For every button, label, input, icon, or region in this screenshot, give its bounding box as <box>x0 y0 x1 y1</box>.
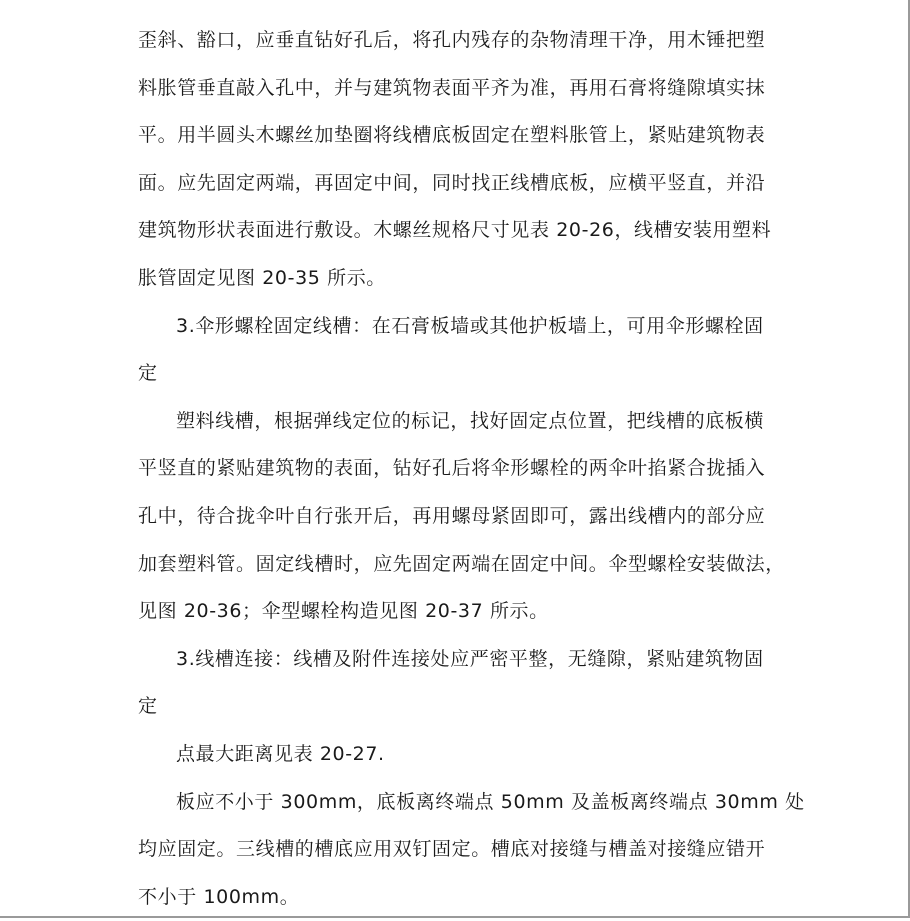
text-line-6: 胀管固定见图 20-35 所示。 <box>138 266 386 289</box>
text-line-19: 不小于 100mm。 <box>138 885 300 908</box>
text-line-2: 料胀管垂直敲入孔中，并与建筑物表面平齐为准，再用石膏将缝隙填实抹 <box>138 76 766 99</box>
text-line-9: 塑料线槽，根据弹线定位的标记，找好固定点位置，把线槽的底板横 <box>176 409 765 432</box>
text-line-13: 见图 20-36；伞型螺栓构造见图 20-37 所示。 <box>138 600 549 623</box>
text-line-3: 平。用半圆头木螺丝加垫圈将线槽底板固定在塑料胀管上，紧贴建筑物表 <box>138 124 766 147</box>
section-heading-trunking-connection: 3.线槽连接：线槽及附件连接处应严密平整，无缝隙，紧贴建筑物固 <box>176 647 764 670</box>
text-line-1: 歪斜、豁口，应垂直钻好孔后，将孔内残存的杂物清理干净，用木锤把塑 <box>138 29 766 51</box>
text-line-15: 定 <box>138 695 158 718</box>
text-line-17: 板应不小于 300mm，底板离终端点 50mm 及盖板离终端点 30mm 处 <box>176 790 805 813</box>
text-line-18: 均应固定。三线槽的槽底应用双钉固定。槽底对接缝与槽盖对接缝应错开 <box>138 838 766 861</box>
document-body <box>138 17 805 921</box>
text-line-8: 定 <box>138 362 158 385</box>
text-line-5: 建筑物形状表面进行敷设。木螺丝规格尺寸见表 20-26，线槽安装用塑料 <box>138 219 772 242</box>
section-heading-umbrella-bolt: 3.伞形螺栓固定线槽：在石膏板墙或其他护板墙上，可用伞形螺栓固 <box>176 314 764 337</box>
text-line-12: 加套塑料管。固定线槽时，应先固定两端在固定中间。伞型螺栓安装做法， <box>138 552 785 575</box>
text-line-16: 点最大距离见表 20-27. <box>176 742 385 765</box>
text-line-11: 孔中，待合拢伞叶自行张开后，再用螺母紧固即可，露出线槽内的部分应 <box>138 504 766 527</box>
text-line-10: 平竖直的紧贴建筑物的表面，钻好孔后将伞形螺栓的两伞叶掐紧合拢插入 <box>138 457 766 480</box>
text-line-4: 面。应先固定两端，再固定中间，同时找正线槽底板，应横平竖直，并沿 <box>138 171 766 194</box>
